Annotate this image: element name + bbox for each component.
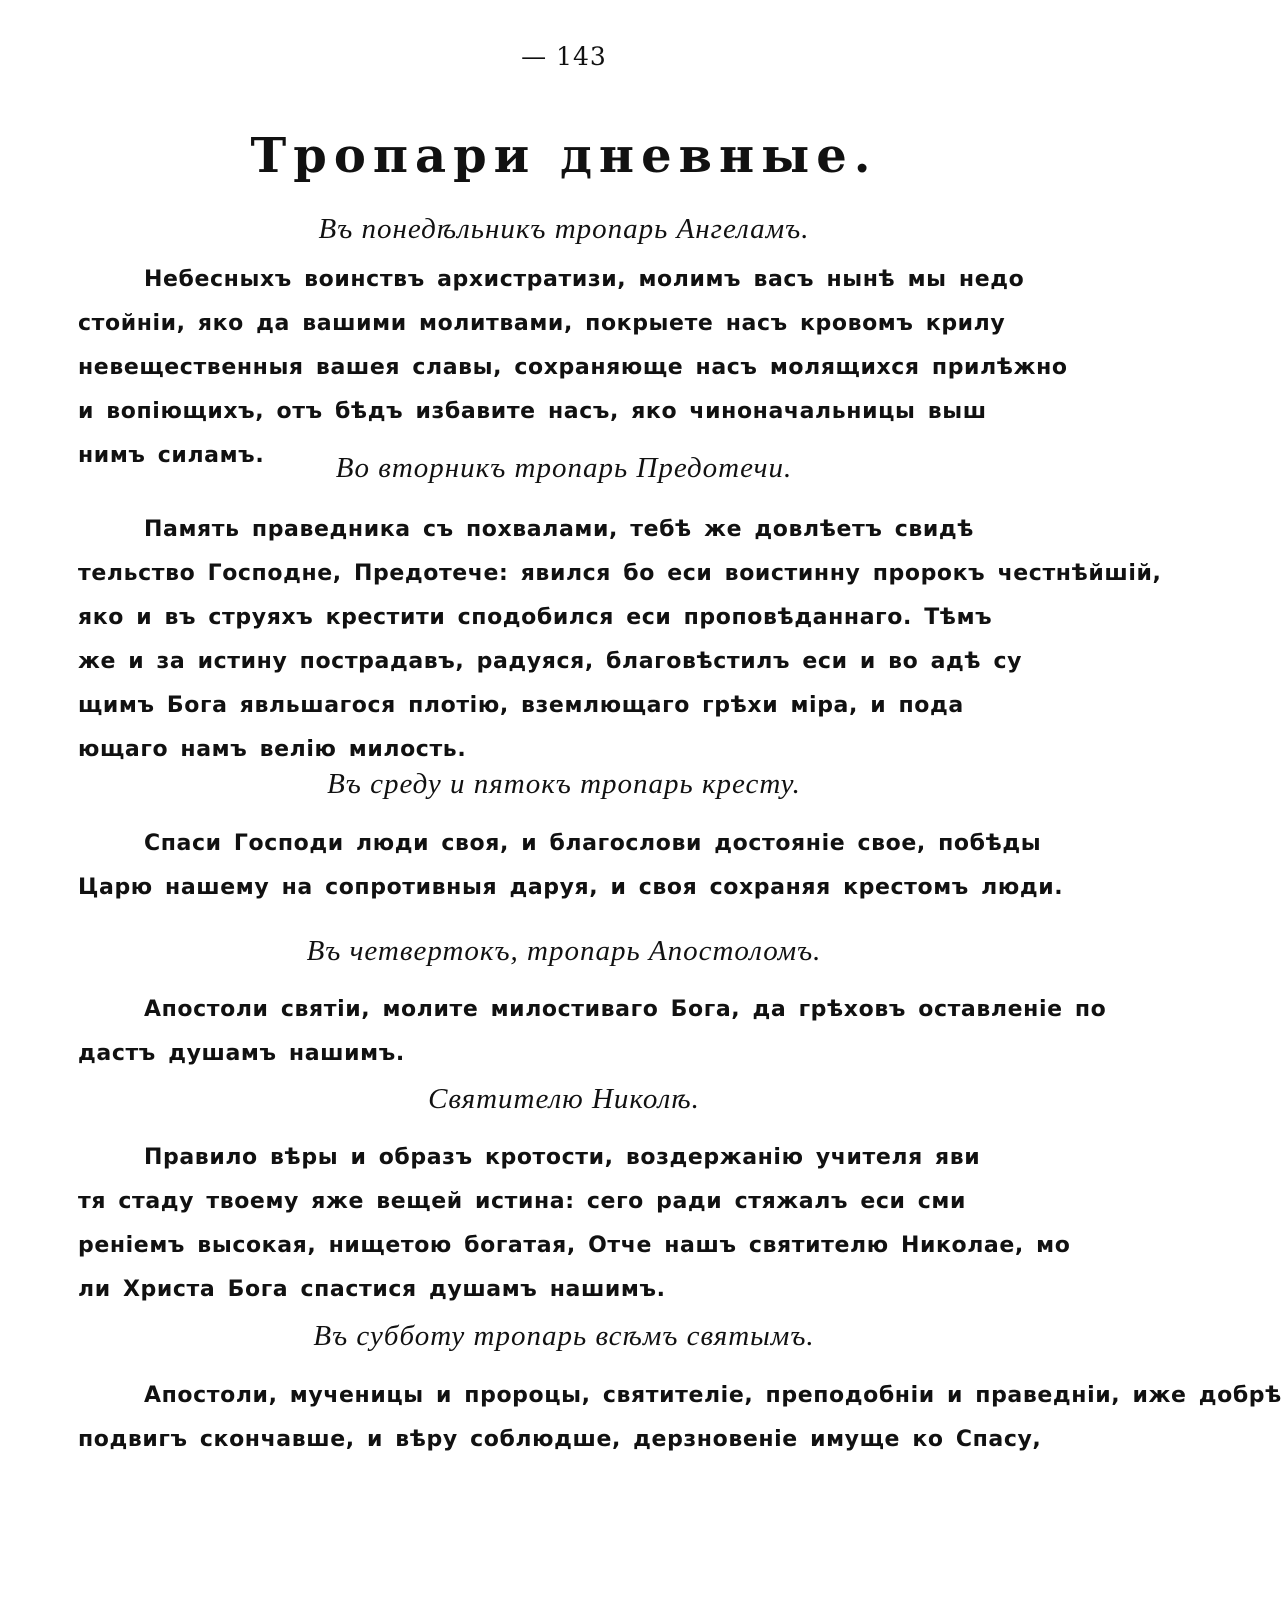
text-line: подвигъ скончавше, и вѣру соблюдше, дерзновеніе имуще ко Спасу, <box>78 1427 1042 1452</box>
text-line: Царю нашему на сопротивныя даруя, и своя сохраняя крестомъ люди. <box>78 875 1064 900</box>
text-line: нимъ силамъ. <box>78 443 265 468</box>
text-line: невещественныя вашея славы, сохраняюще насъ молящихся прилѣжно <box>78 355 1068 380</box>
section-heading-tuesday: Во вторникъ тропарь Предотечи. <box>335 452 793 484</box>
troparion-tuesday <box>78 508 1162 772</box>
text-line: Апостоли святіи, молите милостиваго Бога, да грѣховъ оставленіе по <box>144 997 1107 1022</box>
troparion-monday <box>78 258 1068 478</box>
text-line: яко и въ струяхъ крестити сподобился еси проповѣданнаго. Тѣмъ <box>78 605 993 630</box>
text-line: ющаго намъ велію милость. <box>78 737 467 762</box>
section-heading-saturday: Въ субботу тропарь всѣмъ святымъ. <box>313 1320 815 1352</box>
text-line: дастъ душамъ нашимъ. <box>78 1041 405 1066</box>
text-line: реніемъ высокая, нищетою богатая, Отче нашъ святителю Николае, мо <box>78 1233 1071 1258</box>
page-title: Тропари дневные. <box>250 128 878 184</box>
page-number: — 143 <box>521 42 607 71</box>
section-heading-wednesday-friday: Въ среду и пятокъ тропарь кресту. <box>327 768 801 800</box>
text-line: Небесныхъ воинствъ архистратизи, молимъ васъ нынѣ мы недо <box>144 267 1025 292</box>
text-line: тельство Господне, Предотече: явился бо еси воистинну пророкъ честнѣйшій, <box>78 561 1162 586</box>
text-line: Апостоли, мученицы и пророцы, святителіе, преподобніи и праведніи, иже добрѣ <box>144 1383 1282 1408</box>
text-line: Память праведника съ похвалами, тебѣ же довлѣетъ свидѣ <box>144 517 975 542</box>
text-line: стойніи, яко да вашими молитвами, покрыете насъ кровомъ крилу <box>78 311 1006 336</box>
text-line: щимъ Бога явльшагося плотію, вземлющаго грѣхи міра, и пода <box>78 693 964 718</box>
text-line: тя стаду твоему яже вещей истина: сего ради стяжалъ еси сми <box>78 1189 967 1214</box>
troparion-all-saints <box>78 1374 1282 1462</box>
troparion-cross <box>78 822 1064 910</box>
troparion-apostles <box>78 988 1107 1076</box>
section-heading-monday: Въ понедѣльникъ тропарь Ангеламъ. <box>318 213 810 245</box>
text-line: Правило вѣры и образъ кротости, воздержанію учителя яви <box>144 1145 981 1170</box>
text-line: и вопіющихъ, отъ бѣдъ избавите насъ, яко чиноначальницы выш <box>78 399 987 424</box>
troparion-nicholas <box>78 1136 1071 1312</box>
text-line: Спаси Господи люди своя, и благослови достояніе свое, побѣды <box>144 831 1042 856</box>
section-heading-thursday: Въ четвертокъ, тропарь Апостоломъ. <box>306 935 822 967</box>
text-line: же и за истину пострадавъ, радуяся, благовѣстилъ еси и во адѣ су <box>78 649 1023 674</box>
text-line: ли Христа Бога спастися душамъ нашимъ. <box>78 1277 666 1302</box>
section-heading-nicholas: Святителю Николѣ. <box>428 1083 700 1115</box>
